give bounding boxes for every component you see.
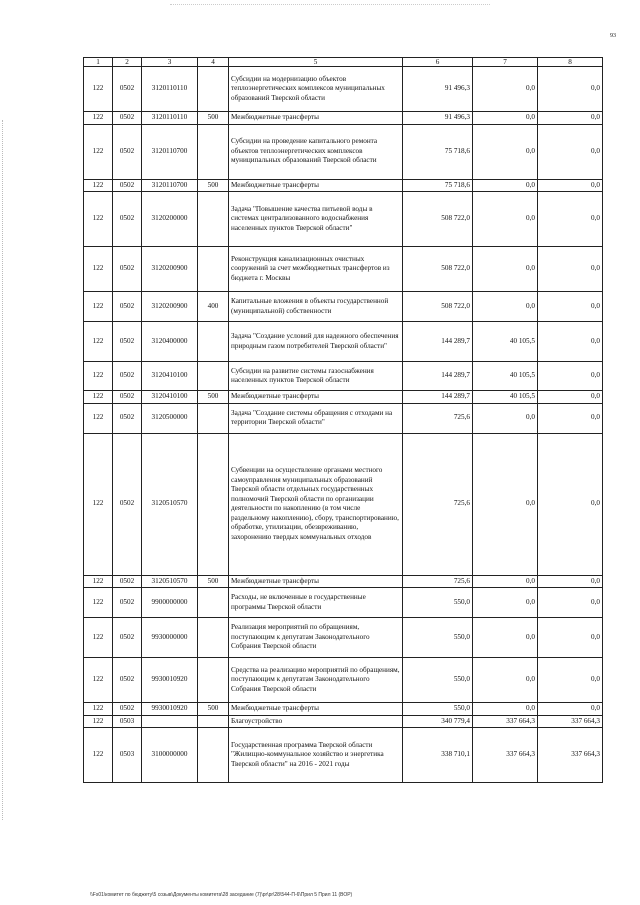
- expense-type-cell: [198, 588, 229, 618]
- expense-type-cell: [198, 322, 229, 362]
- section-code-cell: 0502: [113, 618, 142, 658]
- item-name-cell: Субсидии на проведение капитального ремонта объектов теплоэнергетических комплексов муниципальных образований Тверской области: [229, 124, 403, 179]
- item-name-cell: Расходы, не включенные в государственные программы Тверской области: [229, 588, 403, 618]
- scan-artifact-margin: [2, 120, 5, 820]
- amount-col8-cell: 0,0: [538, 703, 603, 716]
- target-article-cell: 3120110700: [142, 179, 198, 192]
- expense-type-cell: 500: [198, 179, 229, 192]
- amount-col8-cell: 0,0: [538, 124, 603, 179]
- header-cell: 7: [473, 58, 538, 67]
- item-name-cell: Задача "Повышение качества питьевой воды в системах централизованного водоснабжения населенных пунктов Тверской области": [229, 192, 403, 247]
- amount-col6-cell: 508 722,0: [403, 292, 473, 322]
- expense-type-cell: [198, 192, 229, 247]
- amount-col6-cell: 550,0: [403, 658, 473, 703]
- amount-col7-cell: 0,0: [473, 588, 538, 618]
- target-article-cell: 3120110110: [142, 67, 198, 112]
- table-row: [84, 703, 603, 716]
- table-header-row: [84, 58, 603, 67]
- amount-col8-cell: 0,0: [538, 322, 603, 362]
- section-code-cell: 0503: [113, 715, 142, 728]
- table-row: [84, 433, 603, 575]
- table-row: [84, 67, 603, 112]
- target-article-cell: 3120200900: [142, 292, 198, 322]
- section-code-cell: 0502: [113, 179, 142, 192]
- amount-col6-cell: 725,6: [403, 403, 473, 433]
- amount-col6-cell: 550,0: [403, 703, 473, 716]
- amount-col8-cell: 0,0: [538, 618, 603, 658]
- target-article-cell: 3120510570: [142, 433, 198, 575]
- amount-col6-cell: 725,6: [403, 433, 473, 575]
- item-name-cell: Благоустройство: [229, 715, 403, 728]
- amount-col7-cell: 0,0: [473, 292, 538, 322]
- table-row: [84, 322, 603, 362]
- section-code-cell: 0502: [113, 575, 142, 588]
- header-cell: 5: [229, 58, 403, 67]
- item-name-cell: Средства на реализацию мероприятий по обращениям, поступающим к депутатам Законодательного Собрания Тверской области: [229, 658, 403, 703]
- target-article-cell: 9930010920: [142, 703, 198, 716]
- admin-code-cell: 122: [84, 575, 113, 588]
- target-article-cell: 3120110110: [142, 112, 198, 125]
- expense-type-cell: 500: [198, 112, 229, 125]
- section-code-cell: 0502: [113, 112, 142, 125]
- item-name-cell: Межбюджетные трансферты: [229, 391, 403, 404]
- amount-col6-cell: 508 722,0: [403, 192, 473, 247]
- header-cell: 1: [84, 58, 113, 67]
- admin-code-cell: 122: [84, 192, 113, 247]
- table-row: [84, 247, 603, 292]
- header-cell: 6: [403, 58, 473, 67]
- expense-type-cell: [198, 403, 229, 433]
- amount-col6-cell: 338 710,1: [403, 728, 473, 783]
- target-article-cell: 9930010920: [142, 658, 198, 703]
- amount-col7-cell: 0,0: [473, 703, 538, 716]
- amount-col8-cell: 337 664,3: [538, 728, 603, 783]
- amount-col6-cell: 144 289,7: [403, 322, 473, 362]
- amount-col8-cell: 337 664,3: [538, 715, 603, 728]
- target-article-cell: 3120410100: [142, 362, 198, 391]
- amount-col8-cell: 0,0: [538, 112, 603, 125]
- amount-col8-cell: 0,0: [538, 658, 603, 703]
- target-article-cell: 3120500000: [142, 403, 198, 433]
- table-row: [84, 292, 603, 322]
- amount-col8-cell: 0,0: [538, 588, 603, 618]
- expense-type-cell: [198, 658, 229, 703]
- target-article-cell: 3120110700: [142, 124, 198, 179]
- admin-code-cell: 122: [84, 391, 113, 404]
- target-article-cell: [142, 715, 198, 728]
- expense-type-cell: [198, 715, 229, 728]
- item-name-cell: Субсидии на модернизацию объектов теплоэнергетических комплексов муниципальных образований Тверской области: [229, 67, 403, 112]
- amount-col8-cell: 0,0: [538, 433, 603, 575]
- expense-type-cell: 400: [198, 292, 229, 322]
- expense-type-cell: [198, 124, 229, 179]
- header-cell: 3: [142, 58, 198, 67]
- amount-col7-cell: 0,0: [473, 179, 538, 192]
- expense-type-cell: [198, 618, 229, 658]
- item-name-cell: Реконструкция канализационных очистных сооружений за счет межбюджетных трансфертов из бюджета г. Москвы: [229, 247, 403, 292]
- amount-col8-cell: 0,0: [538, 391, 603, 404]
- table-row: [84, 575, 603, 588]
- table-row: [84, 618, 603, 658]
- expense-type-cell: [198, 433, 229, 575]
- admin-code-cell: 122: [84, 322, 113, 362]
- amount-col7-cell: 0,0: [473, 575, 538, 588]
- admin-code-cell: 122: [84, 658, 113, 703]
- amount-col7-cell: 0,0: [473, 618, 538, 658]
- amount-col8-cell: 0,0: [538, 192, 603, 247]
- section-code-cell: 0502: [113, 588, 142, 618]
- section-code-cell: 0502: [113, 67, 142, 112]
- target-article-cell: 3120200000: [142, 192, 198, 247]
- admin-code-cell: 122: [84, 179, 113, 192]
- admin-code-cell: 122: [84, 247, 113, 292]
- amount-col8-cell: 0,0: [538, 362, 603, 391]
- admin-code-cell: 122: [84, 728, 113, 783]
- target-article-cell: 9900000000: [142, 588, 198, 618]
- target-article-cell: 3100000000: [142, 728, 198, 783]
- section-code-cell: 0502: [113, 247, 142, 292]
- header-cell: 2: [113, 58, 142, 67]
- item-name-cell: Межбюджетные трансферты: [229, 112, 403, 125]
- file-path-footer: \\Fs01\комитет по бюджету\5 созыв\Документы комитета\28 заседание (7)\pr\pr\28\544-П-6\Прил 5 Прил 11 (ВОР): [90, 892, 353, 898]
- admin-code-cell: 122: [84, 588, 113, 618]
- budget-table: [83, 57, 603, 783]
- table-row: [84, 362, 603, 391]
- expense-type-cell: 500: [198, 391, 229, 404]
- amount-col6-cell: 550,0: [403, 588, 473, 618]
- amount-col7-cell: 40 105,5: [473, 362, 538, 391]
- table-row: [84, 728, 603, 783]
- page-number: 93: [610, 33, 616, 39]
- admin-code-cell: 122: [84, 618, 113, 658]
- admin-code-cell: 122: [84, 124, 113, 179]
- target-article-cell: 3120510570: [142, 575, 198, 588]
- section-code-cell: 0502: [113, 391, 142, 404]
- amount-col7-cell: 40 105,5: [473, 391, 538, 404]
- section-code-cell: 0502: [113, 403, 142, 433]
- amount-col8-cell: 0,0: [538, 403, 603, 433]
- table-row: [84, 403, 603, 433]
- expense-type-cell: 500: [198, 703, 229, 716]
- table-row: [84, 192, 603, 247]
- admin-code-cell: 122: [84, 715, 113, 728]
- amount-col7-cell: 0,0: [473, 112, 538, 125]
- table-row: [84, 715, 603, 728]
- target-article-cell: 9930000000: [142, 618, 198, 658]
- expense-type-cell: [198, 67, 229, 112]
- section-code-cell: 0502: [113, 362, 142, 391]
- table-row: [84, 124, 603, 179]
- amount-col7-cell: 40 105,5: [473, 322, 538, 362]
- item-name-cell: Межбюджетные трансферты: [229, 703, 403, 716]
- amount-col7-cell: 337 664,3: [473, 728, 538, 783]
- amount-col7-cell: 0,0: [473, 658, 538, 703]
- target-article-cell: 3120400000: [142, 322, 198, 362]
- section-code-cell: 0502: [113, 433, 142, 575]
- scan-artifact-top: [170, 4, 490, 5]
- table-row: [84, 588, 603, 618]
- admin-code-cell: 122: [84, 112, 113, 125]
- amount-col7-cell: 0,0: [473, 433, 538, 575]
- section-code-cell: 0502: [113, 124, 142, 179]
- header-cell: 4: [198, 58, 229, 67]
- target-article-cell: 3120410100: [142, 391, 198, 404]
- section-code-cell: 0502: [113, 192, 142, 247]
- admin-code-cell: 122: [84, 362, 113, 391]
- section-code-cell: 0502: [113, 658, 142, 703]
- amount-col8-cell: 0,0: [538, 67, 603, 112]
- amount-col6-cell: 725,6: [403, 575, 473, 588]
- section-code-cell: 0502: [113, 292, 142, 322]
- amount-col8-cell: 0,0: [538, 292, 603, 322]
- amount-col6-cell: 340 779,4: [403, 715, 473, 728]
- admin-code-cell: 122: [84, 433, 113, 575]
- item-name-cell: Задача "Создание условий для надежного обеспечения природным газом потребителей Тверской области": [229, 322, 403, 362]
- expense-type-cell: [198, 247, 229, 292]
- amount-col6-cell: 75 718,6: [403, 124, 473, 179]
- amount-col8-cell: 0,0: [538, 247, 603, 292]
- amount-col6-cell: 91 496,3: [403, 67, 473, 112]
- amount-col6-cell: 550,0: [403, 618, 473, 658]
- amount-col7-cell: 0,0: [473, 124, 538, 179]
- amount-col8-cell: 0,0: [538, 179, 603, 192]
- amount-col7-cell: 0,0: [473, 403, 538, 433]
- table-row: [84, 112, 603, 125]
- amount-col6-cell: 144 289,7: [403, 391, 473, 404]
- item-name-cell: Субсидии на развитие системы газоснабжения населенных пунктов Тверской области: [229, 362, 403, 391]
- amount-col6-cell: 91 496,3: [403, 112, 473, 125]
- amount-col8-cell: 0,0: [538, 575, 603, 588]
- admin-code-cell: 122: [84, 67, 113, 112]
- item-name-cell: Капитальные вложения в объекты государственной (муниципальной) собственности: [229, 292, 403, 322]
- amount-col6-cell: 508 722,0: [403, 247, 473, 292]
- expense-type-cell: 500: [198, 575, 229, 588]
- amount-col6-cell: 75 718,6: [403, 179, 473, 192]
- amount-col7-cell: 0,0: [473, 247, 538, 292]
- admin-code-cell: 122: [84, 703, 113, 716]
- amount-col7-cell: 0,0: [473, 67, 538, 112]
- section-code-cell: 0502: [113, 322, 142, 362]
- item-name-cell: Реализация мероприятий по обращениям, поступающим к депутатам Законодательного Собрания Тверской области: [229, 618, 403, 658]
- table-row: [84, 658, 603, 703]
- target-article-cell: 3120200900: [142, 247, 198, 292]
- item-name-cell: Государственная программа Тверской области "Жилищно-коммунальное хозяйство и энергетика Тверской области" на 2016 - 2021 годы: [229, 728, 403, 783]
- amount-col7-cell: 337 664,3: [473, 715, 538, 728]
- admin-code-cell: 122: [84, 403, 113, 433]
- amount-col7-cell: 0,0: [473, 192, 538, 247]
- section-code-cell: 0502: [113, 703, 142, 716]
- header-cell: 8: [538, 58, 603, 67]
- amount-col6-cell: 144 289,7: [403, 362, 473, 391]
- section-code-cell: 0503: [113, 728, 142, 783]
- table-row: [84, 179, 603, 192]
- admin-code-cell: 122: [84, 292, 113, 322]
- expense-type-cell: [198, 362, 229, 391]
- item-name-cell: Задача "Создание системы обращения с отходами на территории Тверской области": [229, 403, 403, 433]
- item-name-cell: Межбюджетные трансферты: [229, 575, 403, 588]
- expense-type-cell: [198, 728, 229, 783]
- item-name-cell: Субвенции на осуществление органами местного самоуправления муниципальных образований Тверской области отдельных государственных полномочий Тверской области по организации деятельности по накоплению (в том числе раздельному накоплению), сбору, транспортированию, обработке, утилизации, обезвреживанию, захоронению твердых коммунальных отходов: [229, 433, 403, 575]
- item-name-cell: Межбюджетные трансферты: [229, 179, 403, 192]
- table-row: [84, 391, 603, 404]
